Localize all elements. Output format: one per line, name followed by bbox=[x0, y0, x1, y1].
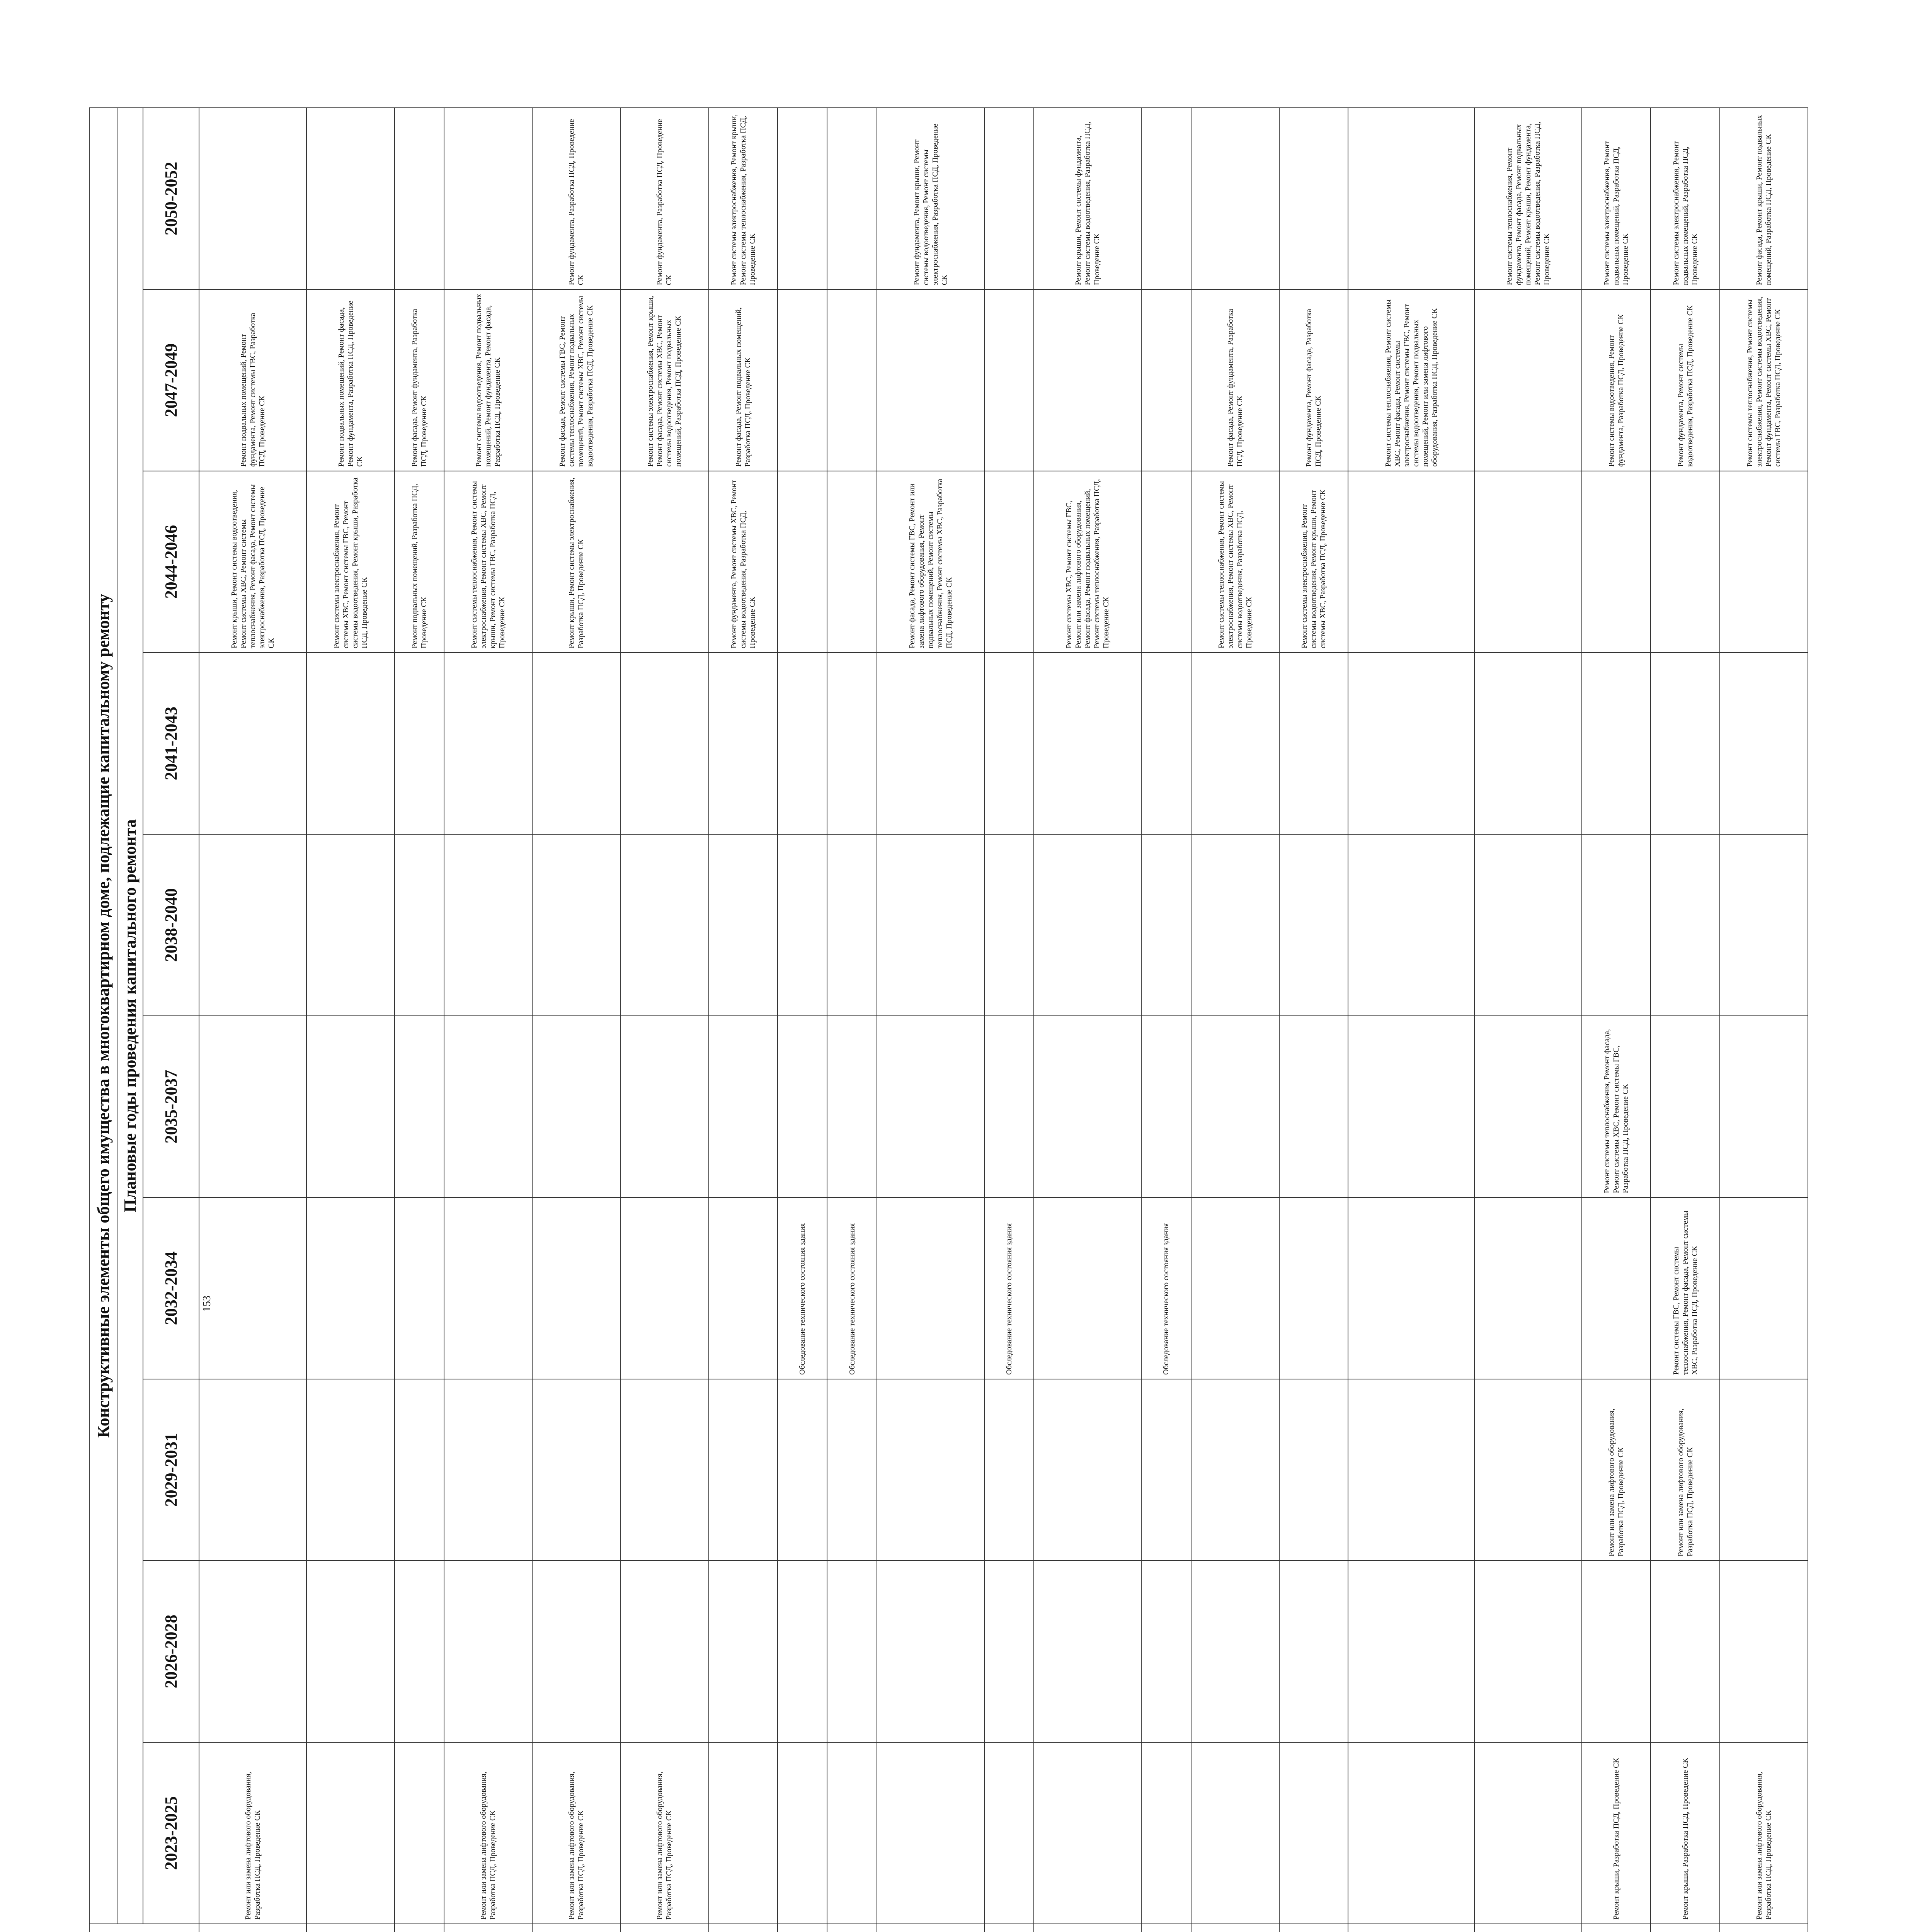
cell-period bbox=[444, 1561, 532, 1742]
cell-period bbox=[709, 653, 778, 834]
cell-period bbox=[306, 1016, 395, 1197]
cell-area bbox=[1141, 1924, 1191, 1932]
cell-period: Ремонт фундамента, Разработка ПСД, Проведение СК bbox=[620, 108, 708, 289]
table-body bbox=[199, 108, 1808, 1932]
table-row bbox=[877, 108, 984, 1932]
cell-period bbox=[827, 471, 877, 653]
cell-period bbox=[877, 1197, 984, 1379]
cell-period bbox=[1034, 1197, 1141, 1379]
cell-period bbox=[709, 1561, 778, 1742]
table-row bbox=[306, 108, 395, 1932]
table-row bbox=[1651, 108, 1719, 1932]
cell-period bbox=[1191, 1561, 1279, 1742]
cell-period: Ремонт крыши, Разработка ПСД, Проведение СК bbox=[1651, 1742, 1719, 1924]
cell-period bbox=[620, 1561, 708, 1742]
cell-period bbox=[778, 471, 827, 653]
cell-period bbox=[199, 653, 306, 834]
cell-period bbox=[306, 1379, 395, 1561]
cell-period bbox=[444, 653, 532, 834]
cell-period: Ремонт фундамента, Ремонт системы водоотведения, Разработка ПСД, Проведение СК bbox=[1651, 289, 1719, 471]
cell-area bbox=[1474, 1924, 1582, 1932]
cell-period bbox=[1348, 1742, 1475, 1924]
table-row bbox=[444, 108, 532, 1932]
cell-period: Ремонт крыши, Ремонт системы водоотведения, Ремонт системы ХВС, Ремонт системы теплоснабжения, Ремонт фасада, Ремонт системы электроснабжения, Разработка ПСД, Проведение СК bbox=[199, 471, 306, 653]
cell-period bbox=[1720, 1197, 1808, 1379]
cell-period bbox=[1141, 653, 1191, 834]
cell-period bbox=[778, 653, 827, 834]
cell-period bbox=[199, 1379, 306, 1561]
cell-period bbox=[1474, 1561, 1582, 1742]
cell-period: Ремонт системы электроснабжения, Ремонт крыши, Ремонт системы теплоснабжения, Разработка ПСД, Проведение СК bbox=[709, 108, 778, 289]
cell-period bbox=[395, 1561, 444, 1742]
cell-period bbox=[827, 1379, 877, 1561]
header-period: 2047-2049 bbox=[143, 289, 199, 471]
cell-period bbox=[620, 1016, 708, 1197]
header-period: 2041-2043 bbox=[143, 653, 199, 834]
cell-period: Обследование технического состояния здания bbox=[778, 1197, 827, 1379]
cell-area bbox=[620, 1924, 708, 1932]
header-periods bbox=[143, 108, 199, 1932]
cell-period: Ремонт системы теплоснабжения, Ремонт системы электроснабжения, Ремонт системы водоотведения, Ремонт фундамента, Ремонт системы ХВС, Ремонт системы ГВС, Разработка ПСД, Проведение СК bbox=[1720, 289, 1808, 471]
cell-period bbox=[1279, 653, 1348, 834]
cell-period bbox=[984, 834, 1034, 1016]
cell-period bbox=[1279, 1379, 1348, 1561]
cell-period bbox=[827, 1016, 877, 1197]
cell-period bbox=[1034, 1561, 1141, 1742]
cell-area bbox=[199, 1924, 306, 1932]
cell-period bbox=[827, 289, 877, 471]
cell-period bbox=[199, 834, 306, 1016]
cell-period bbox=[1720, 1379, 1808, 1561]
cell-period bbox=[877, 653, 984, 834]
cell-period: Ремонт фасада, Ремонт крыши, Ремонт подвальных помещений, Разработка ПСД, Проведение СК bbox=[1720, 108, 1808, 289]
cell-period bbox=[620, 834, 708, 1016]
cell-period bbox=[1651, 653, 1719, 834]
table-row bbox=[1582, 108, 1651, 1932]
cell-period: Ремонт или замена лифтового оборудования, Разработка ПСД, Проведение СК bbox=[620, 1742, 708, 1924]
cell-period bbox=[1651, 834, 1719, 1016]
cell-period bbox=[877, 289, 984, 471]
header-period: 2029-2031 bbox=[143, 1379, 199, 1561]
cell-period: Ремонт системы электроснабжения, Ремонт подвальных помещений, Разработка ПСД, Проведение СК bbox=[1651, 108, 1719, 289]
cell-period: Обследование технического состояния здания bbox=[827, 1197, 877, 1379]
cell-area bbox=[444, 1924, 532, 1932]
cell-period bbox=[306, 108, 395, 289]
capital-repair-table bbox=[89, 107, 1808, 1932]
cell-period: Ремонт системы электроснабжения, Ремонт крыши, Ремонт фасада, Ремонт системы ХВС, Ремонт системы водоотведения, Ремонт подвальных помещений, Разработка ПСД, Проведение СК bbox=[620, 289, 708, 471]
header-period: 2050-2052 bbox=[143, 108, 199, 289]
cell-period bbox=[1279, 1742, 1348, 1924]
header-period: 2035-2037 bbox=[143, 1016, 199, 1197]
cell-period bbox=[1651, 471, 1719, 653]
header-area bbox=[89, 1924, 199, 1932]
page-number: 153 bbox=[201, 1296, 213, 1312]
cell-period bbox=[1141, 1742, 1191, 1924]
cell-period: Ремонт системы электроснабжения, Ремонт подвальных помещений, Разработка ПСД, Проведение СК bbox=[1582, 108, 1651, 289]
header-period: 2044-2046 bbox=[143, 471, 199, 653]
cell-period: Обследование технического состояния здания bbox=[1141, 1197, 1191, 1379]
cell-period bbox=[1279, 1197, 1348, 1379]
cell-period bbox=[709, 1197, 778, 1379]
cell-area bbox=[984, 1924, 1034, 1932]
cell-period bbox=[1191, 1742, 1279, 1924]
cell-period bbox=[778, 1379, 827, 1561]
cell-period: Ремонт фасада, Ремонт системы ГВС, Ремонт или замена лифтового оборудования, Ремонт подвальных помещений, Ремонт системы теплоснабжения, Ремонт системы ХВС, Разработка ПСД, Проведение СК bbox=[877, 471, 984, 653]
cell-period bbox=[199, 108, 306, 289]
cell-period bbox=[1141, 1379, 1191, 1561]
cell-period: Ремонт или замена лифтового оборудования, Разработка ПСД, Проведение СК bbox=[444, 1742, 532, 1924]
cell-area bbox=[1191, 1924, 1279, 1932]
cell-period bbox=[1191, 834, 1279, 1016]
cell-period bbox=[1279, 1016, 1348, 1197]
cell-period bbox=[444, 834, 532, 1016]
cell-period bbox=[306, 1561, 395, 1742]
cell-period bbox=[1034, 834, 1141, 1016]
cell-area bbox=[306, 1924, 395, 1932]
header-period: 2026-2028 bbox=[143, 1561, 199, 1742]
cell-period bbox=[395, 653, 444, 834]
table-row bbox=[709, 108, 778, 1932]
cell-period bbox=[984, 471, 1034, 653]
cell-period bbox=[827, 1742, 877, 1924]
header-subgroup: Плановые годы проведения капитального ремонта bbox=[117, 108, 143, 1924]
cell-period bbox=[1348, 1561, 1475, 1742]
cell-period bbox=[1474, 1197, 1582, 1379]
cell-area bbox=[1034, 1924, 1141, 1932]
cell-period bbox=[395, 1379, 444, 1561]
header-period: 2038-2040 bbox=[143, 834, 199, 1016]
cell-period bbox=[1474, 1742, 1582, 1924]
cell-period bbox=[827, 834, 877, 1016]
cell-period bbox=[984, 108, 1034, 289]
cell-period bbox=[827, 108, 877, 289]
cell-period bbox=[1279, 834, 1348, 1016]
cell-period bbox=[395, 1016, 444, 1197]
cell-period bbox=[532, 1197, 620, 1379]
cell-period bbox=[306, 834, 395, 1016]
cell-period: Ремонт фундамента, Ремонт фасада, Разработка ПСД, Проведение СК bbox=[1279, 289, 1348, 471]
cell-period: Ремонт системы теплоснабжения, Ремонт фундамента, Ремонт фасада, Ремонт подвальных помещений, Ремонт крыши, Ремонт фундамента, Ремонт системы водоотведения, Разработка ПСД, Проведение СК bbox=[1474, 108, 1582, 289]
cell-period bbox=[1348, 108, 1475, 289]
cell-period: Ремонт системы водоотведения, Ремонт подвальных помещений, Ремонт фундамента, Ремонт фасада, Разработка ПСД, Проведение СК bbox=[444, 289, 532, 471]
table-rotator bbox=[89, 108, 1805, 1932]
cell-period bbox=[1348, 1016, 1475, 1197]
cell-period: Ремонт системы электроснабжения, Ремонт системы водоотведения, Ремонт крыши, Ремонт системы ХВС, Разработка ПСД, Проведение СК bbox=[1279, 471, 1348, 653]
cell-period bbox=[778, 1742, 827, 1924]
cell-period bbox=[877, 1379, 984, 1561]
cell-period bbox=[1348, 471, 1475, 653]
cell-period bbox=[1720, 1561, 1808, 1742]
cell-period bbox=[199, 1561, 306, 1742]
cell-period bbox=[444, 1016, 532, 1197]
cell-period bbox=[1582, 471, 1651, 653]
cell-period bbox=[778, 289, 827, 471]
cell-period bbox=[620, 653, 708, 834]
cell-period bbox=[1191, 1016, 1279, 1197]
cell-period bbox=[827, 1561, 877, 1742]
table-row bbox=[984, 108, 1034, 1932]
cell-period bbox=[1141, 108, 1191, 289]
cell-period bbox=[1034, 1379, 1141, 1561]
cell-period bbox=[395, 108, 444, 289]
cell-period bbox=[1348, 653, 1475, 834]
cell-period bbox=[1720, 1016, 1808, 1197]
cell-period bbox=[778, 1016, 827, 1197]
cell-area bbox=[1348, 1924, 1475, 1932]
table-row bbox=[620, 108, 708, 1932]
header-period: 2023-2025 bbox=[143, 1742, 199, 1924]
cell-area bbox=[532, 1924, 620, 1932]
cell-period bbox=[444, 108, 532, 289]
cell-period: Ремонт крыши, Ремонт системы электроснабжения, Разработка ПСД, Проведение СК bbox=[532, 471, 620, 653]
table-row bbox=[778, 108, 827, 1932]
cell-area bbox=[827, 1924, 877, 1932]
cell-period bbox=[984, 1379, 1034, 1561]
cell-period: Обследование технического состояния здания bbox=[984, 1197, 1034, 1379]
cell-period bbox=[1474, 653, 1582, 834]
cell-period bbox=[1279, 1561, 1348, 1742]
table-row bbox=[199, 108, 306, 1932]
cell-period bbox=[1651, 1016, 1719, 1197]
cell-period: Ремонт системы ХВС, Ремонт системы ГВС, Ремонт или замена лифтового оборудования, Ремонт фасада, Ремонт подвальных помещений, Ремонт системы теплоснабжения, Разработка ПСД, Проведение СК bbox=[1034, 471, 1141, 653]
cell-period bbox=[1720, 653, 1808, 834]
cell-period: Ремонт или замена лифтового оборудования, Разработка ПСД, Проведение СК bbox=[1720, 1742, 1808, 1924]
cell-period bbox=[1474, 471, 1582, 653]
cell-period bbox=[778, 834, 827, 1016]
cell-period bbox=[778, 1561, 827, 1742]
cell-period: Ремонт крыши, Разработка ПСД, Проведение СК bbox=[1582, 1742, 1651, 1924]
cell-period bbox=[1141, 289, 1191, 471]
table-row bbox=[1279, 108, 1348, 1932]
cell-period bbox=[827, 653, 877, 834]
cell-period: Ремонт фасада, Ремонт фундамента, Разработка ПСД, Проведение СК bbox=[395, 289, 444, 471]
table-row bbox=[1474, 108, 1582, 1932]
cell-period bbox=[444, 1379, 532, 1561]
cell-period bbox=[1034, 289, 1141, 471]
table-row bbox=[532, 108, 620, 1932]
cell-period bbox=[984, 1561, 1034, 1742]
cell-period bbox=[709, 1742, 778, 1924]
cell-period: Ремонт крыши, Ремонт системы фундамента, Ремонт системы водоотведения, Разработка ПСД, Проведение СК bbox=[1034, 108, 1141, 289]
cell-period bbox=[532, 834, 620, 1016]
cell-period: Ремонт системы теплоснабжения, Ремонт системы электроснабжения, Ремонт системы ХВС, Ремонт крыши, Ремонт системы ГВС, Разработка ПСД, Проведение СК bbox=[444, 471, 532, 653]
cell-period bbox=[306, 1742, 395, 1924]
cell-period bbox=[1651, 1561, 1719, 1742]
cell-area bbox=[1720, 1924, 1808, 1932]
cell-period bbox=[1720, 834, 1808, 1016]
cell-period bbox=[1141, 471, 1191, 653]
cell-period bbox=[395, 834, 444, 1016]
cell-period bbox=[1348, 1379, 1475, 1561]
cell-period: Ремонт или замена лифтового оборудования, Разработка ПСД, Проведение СК bbox=[199, 1742, 306, 1924]
cell-period bbox=[984, 289, 1034, 471]
cell-period: Ремонт системы теплоснабжения, Ремонт фасада, Ремонт системы ХВС, Ремонт системы ГВС, Разработка ПСД, Проведение СК bbox=[1582, 1016, 1651, 1197]
cell-period: Ремонт или замена лифтового оборудования, Разработка ПСД, Проведение СК bbox=[532, 1742, 620, 1924]
cell-period bbox=[1034, 1742, 1141, 1924]
table-row bbox=[395, 108, 444, 1932]
cell-period bbox=[1582, 834, 1651, 1016]
cell-period bbox=[1474, 834, 1582, 1016]
cell-period bbox=[984, 1742, 1034, 1924]
cell-period bbox=[1582, 1561, 1651, 1742]
cell-period bbox=[1279, 108, 1348, 289]
cell-period bbox=[1141, 1016, 1191, 1197]
table-row bbox=[1034, 108, 1141, 1932]
cell-period: Ремонт фундамента, Разработка ПСД, Проведение СК bbox=[532, 108, 620, 289]
cell-area bbox=[1279, 1924, 1348, 1932]
header-group: Конструктивные элементы общего имущества в многоквартирном доме, подлежащие капитальному ремонту bbox=[89, 108, 117, 1924]
cell-period: Ремонт фасада, Ремонт подвальных помещений, Разработка ПСД, Проведение СК bbox=[709, 289, 778, 471]
cell-area bbox=[778, 1924, 827, 1932]
cell-period bbox=[1474, 1379, 1582, 1561]
cell-period: Ремонт подвальных помещений, Ремонт фасада, Ремонт фундамента, Разработка ПСД, Проведение СК bbox=[306, 289, 395, 471]
cell-period bbox=[1474, 289, 1582, 471]
cell-period: Ремонт или замена лифтового оборудования, Разработка ПСД, Проведение СК bbox=[1582, 1379, 1651, 1561]
table-row bbox=[1720, 108, 1808, 1932]
cell-period bbox=[877, 1016, 984, 1197]
cell-period bbox=[1474, 1016, 1582, 1197]
cell-period bbox=[1191, 1197, 1279, 1379]
cell-period: Ремонт системы водоотведения, Ремонт фундамента, Разработка ПСД, Проведение СК bbox=[1582, 289, 1651, 471]
cell-period bbox=[395, 1197, 444, 1379]
cell-period bbox=[984, 1016, 1034, 1197]
cell-period bbox=[984, 653, 1034, 834]
cell-period: Ремонт фасада, Ремонт системы ГВС, Ремонт системы теплоснабжения, Ремонт подвальных помещений, Ремонт системы ХВС, Ремонт системы водоотведения, Разработка ПСД, Проведение СК bbox=[532, 289, 620, 471]
cell-period bbox=[532, 1016, 620, 1197]
cell-period bbox=[532, 1379, 620, 1561]
cell-period bbox=[532, 653, 620, 834]
cell-period bbox=[1141, 1561, 1191, 1742]
cell-period bbox=[1582, 1197, 1651, 1379]
cell-period bbox=[306, 653, 395, 834]
cell-period bbox=[395, 1742, 444, 1924]
cell-area bbox=[709, 1924, 778, 1932]
table-row bbox=[1141, 108, 1191, 1932]
cell-period: Ремонт системы теплоснабжения, Ремонт системы ХВС, Ремонт фасада, Ремонт системы электроснабжения, Ремонт системы ГВС, Ремонт системы водоотведения, Ремонт подвальных помещений, Ремонт или замена лифтового оборудования, Разработка ПСД, Проведение СК bbox=[1348, 289, 1475, 471]
cell-period bbox=[306, 1197, 395, 1379]
cell-period: Ремонт или замена лифтового оборудования, Разработка ПСД, Проведение СК bbox=[1651, 1379, 1719, 1561]
cell-period bbox=[709, 1379, 778, 1561]
cell-period bbox=[778, 108, 827, 289]
cell-period bbox=[877, 1742, 984, 1924]
cell-period bbox=[877, 834, 984, 1016]
cell-area bbox=[877, 1924, 984, 1932]
cell-period: Ремонт фундамента, Ремонт крыши, Ремонт системы водоотведения, Ремонт системы электроснабжения, Разработка ПСД, Проведение СК bbox=[877, 108, 984, 289]
cell-area bbox=[395, 1924, 444, 1932]
cell-period: Ремонт подвальных помещений, Ремонт фундамента, Ремонт системы ГВС, Разработка ПСД, Проведение СК bbox=[199, 289, 306, 471]
cell-period bbox=[620, 471, 708, 653]
cell-period: Ремонт системы электроснабжения, Ремонт системы ХВС, Ремонт системы ГВС, Ремонт системы водоотведения, Ремонт крыши, Разработка ПСД, Проведение СК bbox=[306, 471, 395, 653]
cell-period bbox=[532, 1561, 620, 1742]
cell-period: Ремонт системы теплоснабжения, Ремонт системы электроснабжения, Ремонт системы ХВС, Ремонт системы водоотведения, Разработка ПСД, Проведение СК bbox=[1191, 471, 1279, 653]
cell-period bbox=[620, 1197, 708, 1379]
cell-area bbox=[1651, 1924, 1719, 1932]
cell-period: Ремонт фундамента, Ремонт системы ХВС, Ремонт системы водоотведения, Разработка ПСД, Проведение СК bbox=[709, 471, 778, 653]
header-period: 2032-2034 bbox=[143, 1197, 199, 1379]
cell-period bbox=[709, 1016, 778, 1197]
cell-period bbox=[1141, 834, 1191, 1016]
cell-period bbox=[1191, 653, 1279, 834]
cell-period bbox=[199, 1197, 306, 1379]
cell-period bbox=[1034, 653, 1141, 834]
cell-period bbox=[1191, 1379, 1279, 1561]
cell-period bbox=[1348, 1197, 1475, 1379]
cell-period bbox=[199, 1016, 306, 1197]
cell-period: Ремонт системы ГВС, Ремонт системы теплоснабжения, Ремонт фасада, Ремонт системы ХВС, Разработка ПСД, Проведение СК bbox=[1651, 1197, 1719, 1379]
cell-period bbox=[444, 1197, 532, 1379]
cell-period bbox=[1720, 471, 1808, 653]
cell-period: Ремонт фасада, Ремонт фундамента, Разработка ПСД, Проведение СК bbox=[1191, 289, 1279, 471]
cell-period bbox=[1582, 653, 1651, 834]
cell-period bbox=[1034, 1016, 1141, 1197]
cell-period bbox=[620, 1379, 708, 1561]
cell-area bbox=[1582, 1924, 1651, 1932]
table-row bbox=[1191, 108, 1279, 1932]
cell-period bbox=[877, 1561, 984, 1742]
cell-period bbox=[709, 834, 778, 1016]
cell-period: Ремонт подвальных помещений, Разработка ПСД, Проведение СК bbox=[395, 471, 444, 653]
cell-period bbox=[1348, 834, 1475, 1016]
table-row bbox=[1348, 108, 1475, 1932]
cell-period bbox=[1191, 108, 1279, 289]
table-row bbox=[827, 108, 877, 1932]
